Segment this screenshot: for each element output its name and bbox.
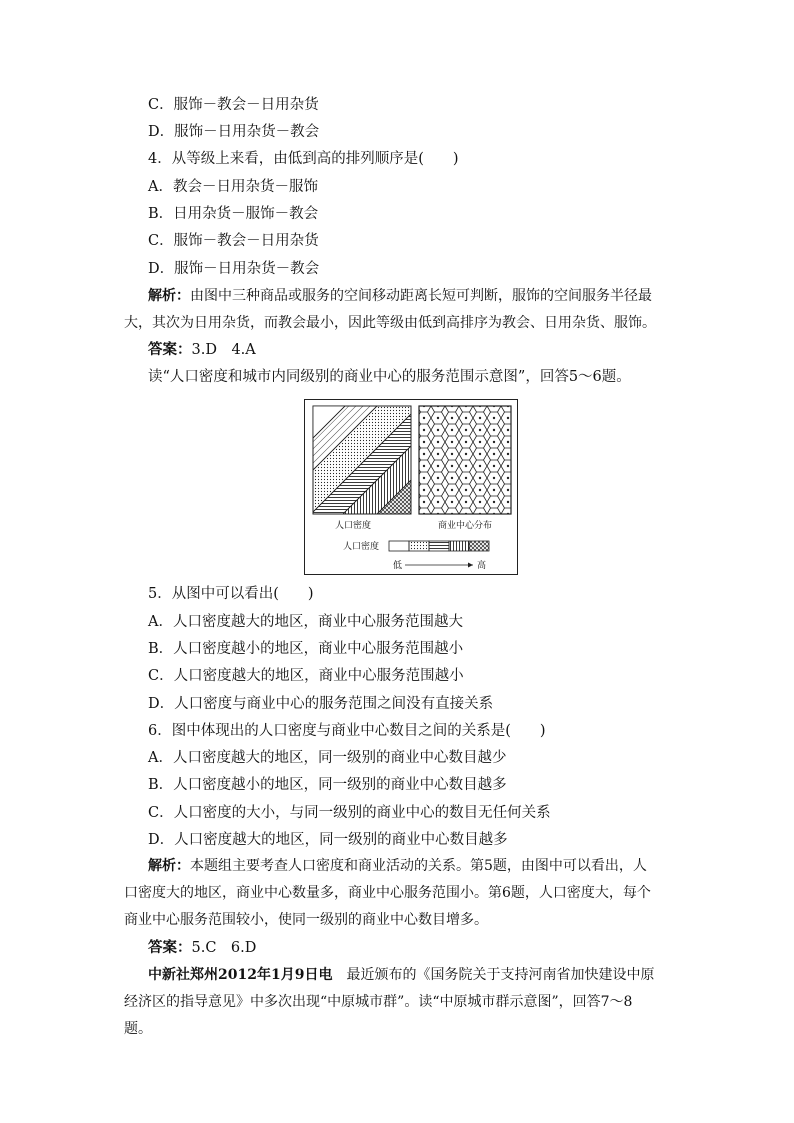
q5-option-d: D．人口密度与商业中心的服务范围之间没有直接关系 xyxy=(148,696,494,712)
q5-option-a: A．人口密度越大的地区，商业中心服务范围越大 xyxy=(148,614,463,630)
q6-option-c: C．人口密度的大小，与同一级别的商业中心的数目无任何关系 xyxy=(148,805,551,821)
q5-option-c: C．人口密度越大的地区，商业中心服务范围越小 xyxy=(148,668,464,684)
population-commerce-figure xyxy=(304,399,518,575)
q4-option-c: C．服饰－教会－日用杂货 xyxy=(148,233,319,249)
label-population-density: 人口密度 xyxy=(334,521,372,531)
commercial-center-map xyxy=(419,406,511,514)
q3-option-d: D．服饰－日用杂货－教会 xyxy=(148,124,320,140)
q6-option-b: B．人口密度越小的地区，同一级别的商业中心数目越多 xyxy=(148,777,507,793)
analysis-1: 解析：由图中三种商品或服务的空间移动距离长短可判断，服饰的空间服务半径最大，其次为日用杂货，而教会最小，因此等级由低到高排序为教会、日用杂货、服饰。 xyxy=(124,288,656,331)
q3-option-c: C．服饰－教会－日用杂货 xyxy=(148,97,319,113)
legend-low: 低 xyxy=(393,561,403,571)
answer-1: 答案：3.D 4.A xyxy=(148,341,256,358)
label-commercial-centers: 商业中心分布 xyxy=(437,521,493,531)
population-density-map xyxy=(313,406,411,514)
q4-stem: 4．从等级上来看，由低到高的排列顺序是( ) xyxy=(148,151,459,167)
q5-stem: 5．从图中可以看出( ) xyxy=(148,586,314,602)
q6-option-d: D．人口密度越大的地区，同一级别的商业中心数目越多 xyxy=(148,832,508,848)
answer-2: 答案：5.C 6.D xyxy=(148,939,257,956)
legend-label: 人口密度 xyxy=(343,542,380,552)
q4-option-b: B．日用杂货－服饰－教会 xyxy=(148,206,319,222)
q4-option-d: D．服饰－日用杂货－教会 xyxy=(148,261,320,277)
q6-stem: 6．图中体现出的人口密度与商业中心数目之间的关系是( ) xyxy=(148,723,546,739)
intro-5-6: 读“人口密度和城市内同级别的商业中心的服务范围示意图”，回答5～6题。 xyxy=(148,369,631,385)
q5-option-b: B．人口密度越小的地区，商业中心服务范围越小 xyxy=(148,641,464,657)
legend-high: 高 xyxy=(477,561,487,571)
news-paragraph: 中新社郑州2012年1月9日电 最近颁布的《国务院关于支持河南省加快建设中原经济区的指导意见》中多次出现“中原城市群”。读“中原城市群示意图”，回答7～8题。 xyxy=(124,967,655,1037)
analysis-2: 解析：本题组主要考查人口密度和商业活动的关系。第5题，由图中可以看出，人口密度大的地区，商业中心数量多，商业中心服务范围小。第6题，人口密度大，每个商业中心服务范围较小，使同一级别的商业中心数目增多。 xyxy=(124,858,651,928)
legend-scale xyxy=(389,541,489,551)
q4-option-a: A．教会－日用杂货－服饰 xyxy=(148,179,318,195)
q6-option-a: A．人口密度越大的地区，同一级别的商业中心数目越少 xyxy=(148,750,507,766)
arrow-right-icon xyxy=(468,563,473,568)
